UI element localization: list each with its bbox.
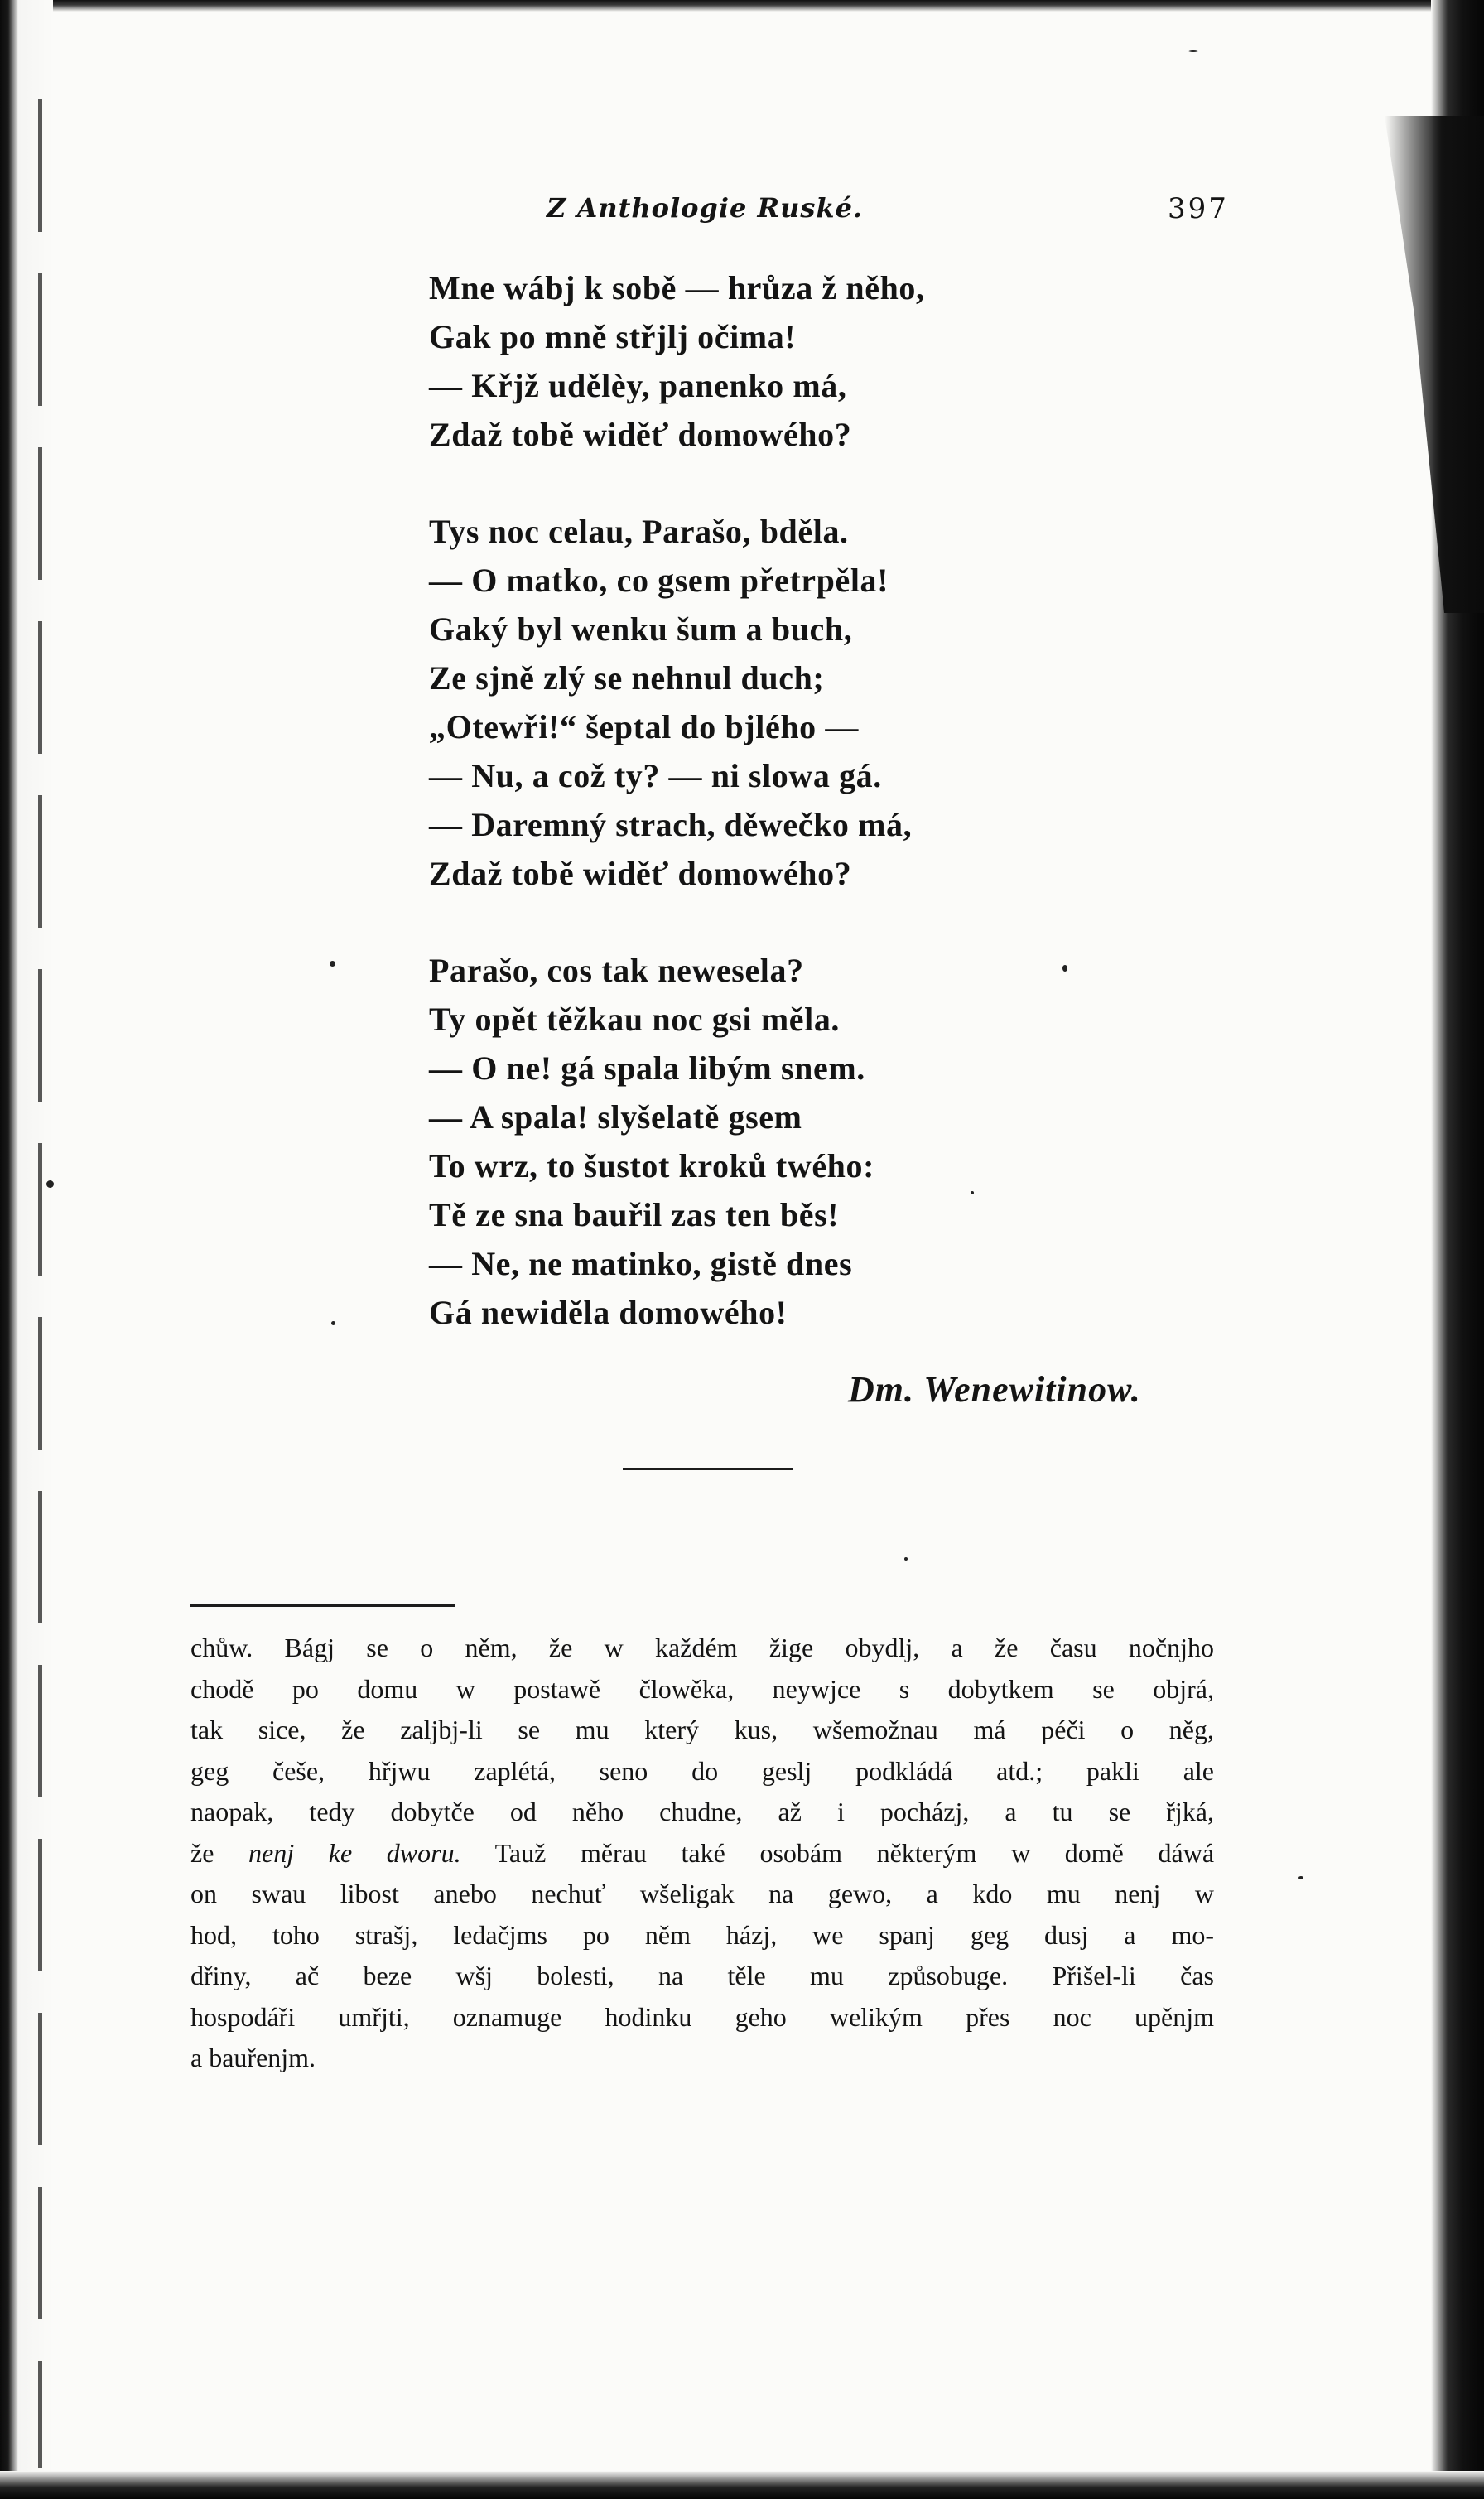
stanza-1 [429, 263, 1174, 459]
poem-line: — Nu, a což ty? — ni slowa gá. [429, 757, 882, 794]
page-number: 397 [1168, 192, 1229, 225]
poem-line: — A spala! slyšelatě gsem [429, 1098, 802, 1136]
footnote-line: on swau libost anebo nechuť wšeligak na gewo, a kdo mu nenj w [190, 1879, 1214, 1908]
scan-speck [904, 1557, 908, 1561]
footnote-line: chodě po domu w postawě člowěka, neywjce s dobytkem se objrá, [190, 1673, 1214, 1704]
section-divider [623, 1468, 793, 1470]
poem-line: Gá newiděla domowého! [429, 1294, 788, 1331]
footnote-italic-phrase: nenj ke dworu. [248, 1837, 461, 1868]
scan-speck [331, 1321, 335, 1325]
footnote-line: hod, toho strašj, ledačjms po něm házj, we spanj geg dusj a mo- [190, 1919, 1214, 1950]
poem-line: Tys noc celau, Parašo, bděla. [429, 513, 849, 550]
scan-speck [330, 961, 335, 967]
poem-line: — Ne, ne matinko, gistě dnes [429, 1245, 853, 1282]
poem-line: Ze sjně zlý se nehnul duch; [429, 659, 825, 697]
stanza-3 [429, 946, 1174, 1337]
footnote-line: chůw. Bágj se o něm, že w každém žige obydlj, a že času nočnjho [190, 1633, 1214, 1662]
scan-edge-bottom [0, 2471, 1484, 2499]
footnote-line: tak sice, že zaljbj-li se mu který kus, wšemožnau má péči o něg, [190, 1715, 1214, 1744]
scan-speck [46, 1180, 54, 1188]
poem-line: Gaký byl wenku šum a buch, [429, 610, 853, 648]
scan-speck [1298, 1876, 1303, 1879]
scan-edge-top [0, 0, 1484, 12]
poem-line: — O matko, co gsem přetrpěla! [429, 562, 889, 599]
poem-line: — Křjž udělèy, panenko má, [429, 367, 847, 404]
scan-speck [971, 1191, 974, 1194]
poem-line: Parašo, cos tak newesela? [429, 952, 804, 989]
footnote-rule [190, 1604, 455, 1607]
running-head: Z Anthologie Ruské. [547, 192, 864, 224]
poem-line: Zdaž tobě widěť domowého? [429, 855, 852, 892]
poem-line: Ty opět těžkau noc gsi měla. [429, 1001, 841, 1038]
footnote-line: dřiny, ač beze wšj bolesti, na těle mu způsobuge. Přišel-li čas [190, 1961, 1214, 1990]
poem [429, 263, 1174, 1385]
poem-line: — O ne! gá spala libým snem. [429, 1049, 865, 1087]
footnote-line: geg češe, hřjwu zaplétá, seno do geslj podkládá atd.; pakli ale [190, 1755, 1214, 1786]
poem-line: — Daremný strach, děwečko má, [429, 806, 913, 843]
footnote-line: a bauřenjm. [190, 2043, 316, 2072]
scan-speck [1188, 50, 1198, 52]
poem-line: Tě ze sna bauřil zas ten běs! [429, 1196, 840, 1233]
footnote [190, 1628, 1214, 2079]
poem-line: To wrz, to šustot kroků twého: [429, 1147, 875, 1184]
poem-line: „Otewři!“ šeptal do bjlého — [429, 708, 859, 745]
footnote-text: že [190, 1837, 249, 1868]
footnote-line: naopak, tedy dobytče od něho chudne, až i pocházj, a tu se řjká, [190, 1797, 1214, 1826]
poem-line: Zdaž tobě widěť domowého? [429, 416, 852, 453]
stanza-2 [429, 507, 1174, 898]
scan-edge-left [0, 0, 53, 2499]
footnote-line-mixed [190, 1833, 1214, 1874]
footnote-text: Tauž měrau také osobám některým w domě dáwá [460, 1837, 1215, 1868]
poem-author: Dm. Wenewitinow. [848, 1369, 1141, 1410]
binding-shadow [38, 99, 42, 2468]
footnote-line: hospodáři umřjti, oznamuge hodinku geho welikým přes noc upěnjm [190, 2001, 1214, 2032]
poem-line: Mne wábj k sobě — hrůza ž něho, [429, 269, 925, 306]
scan-speck [1062, 965, 1067, 972]
poem-line: Gak po mně střjlj očima! [429, 318, 797, 355]
